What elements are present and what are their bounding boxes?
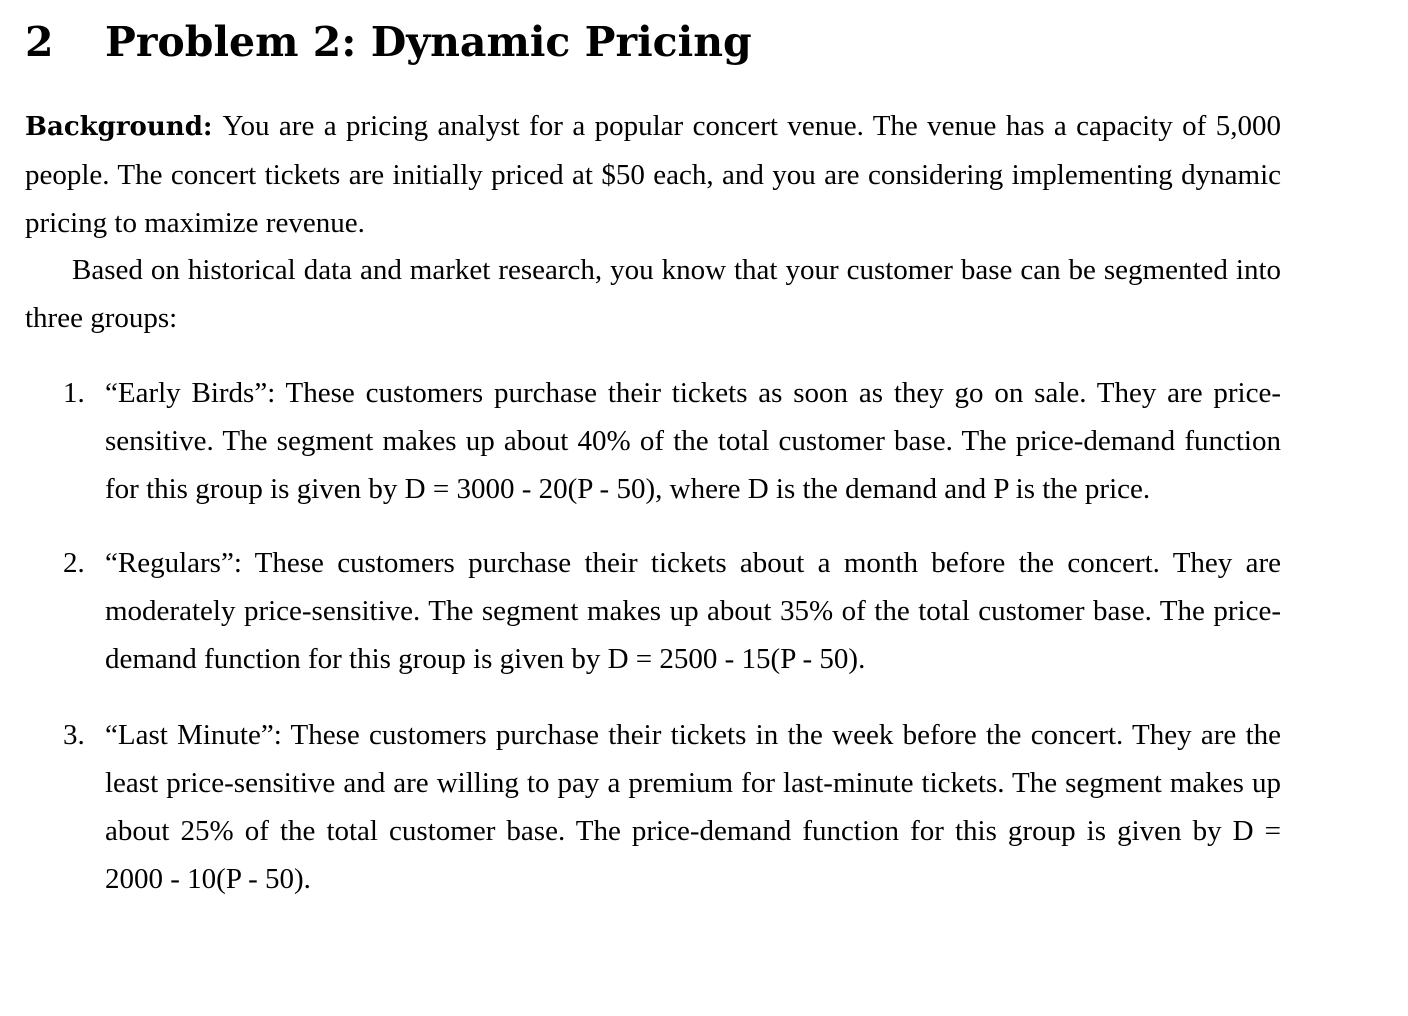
segment-list (25, 369, 1281, 903)
list-item-number: 1. (63, 377, 85, 409)
list-item-number: 3. (63, 719, 85, 751)
section-heading (25, 14, 752, 70)
list-item-text: “Early Birds”: These customers purchase their tickets as soon as they go on sale. They are price-sensitive. The segment makes up about 40% of the total customer base. The price-demand function for this group is given by D = 3000 - 20(P - 50), where D is the demand and P is the price. (105, 377, 1281, 505)
list-item-number: 2. (63, 547, 85, 579)
background-label: Background: (25, 112, 213, 142)
intro-paragraph: Based on historical data and market research, you know that your customer base can be segmented into three groups: (25, 254, 1281, 334)
background-paragraph (25, 102, 1281, 247)
section-number: 2 (25, 18, 54, 66)
background-text: You are a pricing analyst for a popular concert venue. The venue has a capacity of 5,000 people. The concert tickets are initially priced at $50 each, and you are considering implementing dynamic pricing to maximize revenue. (25, 110, 1281, 239)
list-item-last-minute (25, 711, 1281, 903)
list-item-early-birds (25, 369, 1281, 513)
list-item-text: “Regulars”: These customers purchase their tickets about a month before the concert. They are moderately price-sensitive. The segment makes up about 35% of the total customer base. The price-demand function for this group is given by D = 2500 - 15(P - 50). (105, 547, 1281, 675)
list-item-text: “Last Minute”: These customers purchase their tickets in the week before the concert. They are the least price-sensitive and are willing to pay a premium for last-minute tickets. The segment makes up about 25% of the total customer base. The price-demand function for this group is given by D = 2000 - 10(P - 50). (105, 719, 1281, 895)
list-item-regulars (25, 539, 1281, 683)
section-title: Problem 2: Dynamic Pricing (105, 18, 752, 66)
